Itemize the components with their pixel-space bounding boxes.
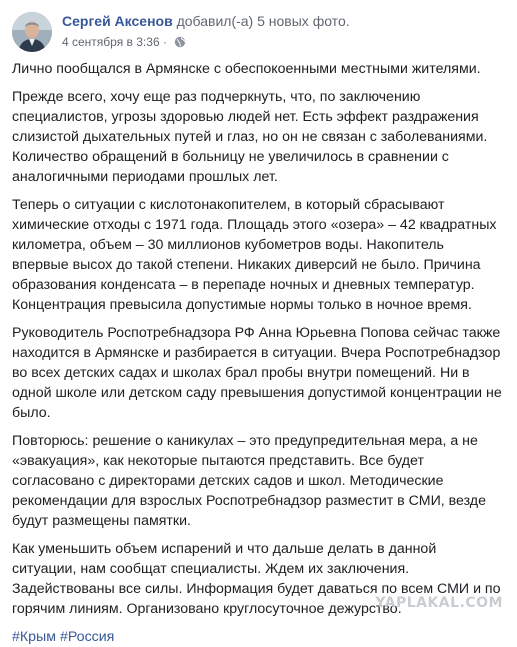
post-paragraph: Повторюсь: решение о каникулах – это предупредительная мера, а не «эвакуация», как некоторые пытаются представить. Все будет согласовано с директорами детских садов и школ. Методические рекомендации для взрослых Роспотребнадзор разместит в СМИ, везде будут размещены памятки. — [12, 433, 486, 529]
avatar-photo — [12, 12, 52, 52]
author-avatar[interactable] — [12, 12, 52, 52]
post-meta — [62, 35, 186, 51]
hashtag-krym[interactable]: #Крым — [12, 629, 56, 645]
globe-icon[interactable] — [174, 36, 186, 51]
author-line — [62, 13, 350, 29]
hashtag-rossiya[interactable]: #Россия — [59, 629, 115, 645]
post-paragraph: Прежде всего, хочу еще раз подчеркнуть, что, по заключению специалистов, угрозы здоровью людей нет. Есть эффект раздражения слизистой дыхательных путей и глаз, но он не связан с заболеваниями. Количество обращений в больницу не увеличилось в сравнении с аналогичными периодами прошлых лет. — [12, 89, 488, 185]
meta-separator: · — [162, 35, 167, 49]
hashtags — [12, 627, 502, 647]
watermark: YAPLAKAL.COM — [375, 595, 503, 611]
post-paragraph: Как уменьшить объем испарений и что дальше делать в данной ситуации, нам сообщат специалисты. Ждем их заключения. Задействованы все силы. Информация будет даваться по всем СМИ и по горячим линиям. Организовано круглосуточное дежурство. — [12, 541, 501, 617]
post-paragraph: Лично пообщался в Армянске с обеспокоенными местными жителями. — [12, 61, 481, 77]
post-body — [12, 59, 502, 647]
post-header — [12, 10, 505, 54]
author-name[interactable]: Сергей Аксенов — [62, 13, 173, 29]
post-timestamp[interactable]: 4 сентября в 3:36 — [62, 35, 160, 49]
post-action-text: добавил(-а) 5 новых фото. — [176, 13, 350, 29]
post-paragraph: Руководитель Роспотребнадзора РФ Анна Юрьевна Попова сейчас также находится в Армянске и разбирается в ситуации. Вчера Роспотребнадзор во всех детских садах и школах брал пробы внутри помещений. Ни в одной школе или детском саду превышения допустимой концентрации не было. — [12, 325, 502, 421]
post-paragraph: Теперь о ситуации с кислотонакопителем, в который сбрасывают химические отходы с 1971 года. Площадь этого «озера» – 42 квадратных километра, объем – 30 миллионов кубометров воды. Накопитель впервые высох до такой степени. Никаких диверсий не было. Причина образования конденсата – в перепаде ночных и дневных температур. Концентрация превысила допустимые нормы только в ночное время. — [12, 197, 497, 313]
